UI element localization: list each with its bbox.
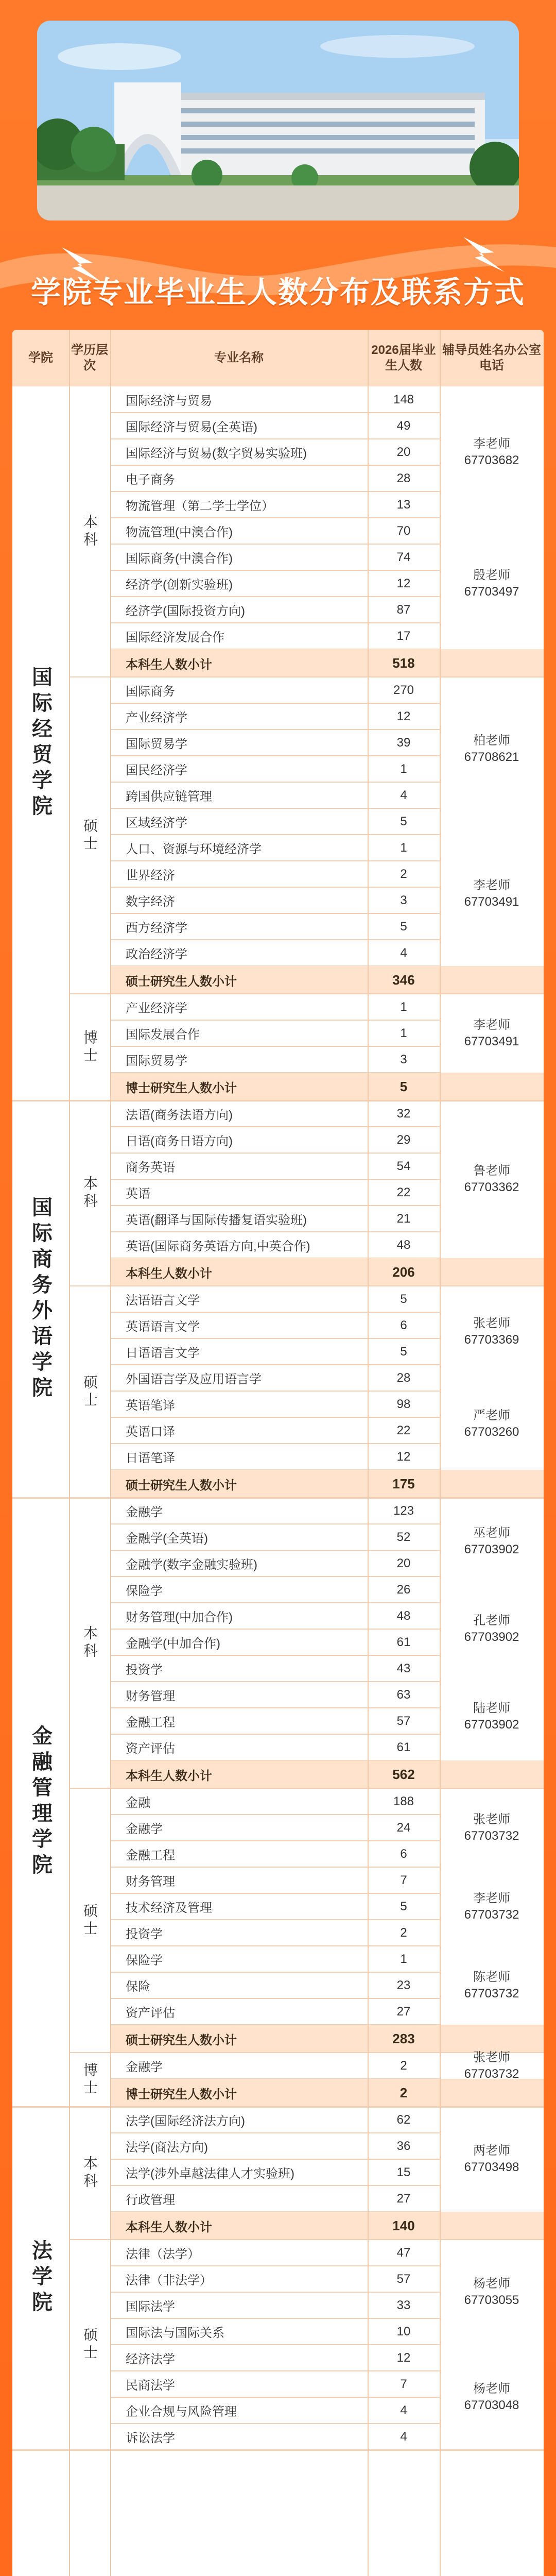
major-name: 电子商务 (126, 473, 175, 487)
major-name: 民商法学 (126, 2379, 175, 2393)
major-name: 国际发展合作 (126, 1028, 200, 1042)
subtotal-label: 博士研究生人数小计 (126, 1081, 237, 1095)
graduate-count: 5 (400, 919, 407, 934)
counselor-contact (440, 386, 544, 518)
major-name: 国际经济与贸易 (126, 394, 212, 408)
subtotal-count: 206 (392, 1264, 415, 1280)
major-name: 产业经济学 (126, 1002, 187, 1015)
office-phone: 67703732 (464, 1986, 519, 2001)
major-name: 金融学(数字金融实验班) (126, 1558, 257, 1572)
graduate-count: 33 (396, 2298, 411, 2312)
header-contact: 辅导员姓名办公室电话 (442, 343, 541, 372)
major-name: 金融学 (126, 1505, 163, 1519)
subtotal-label: 硕士研究生人数小计 (126, 1478, 237, 1493)
office-phone: 67703902 (464, 1630, 519, 1644)
degree-level: 博士 (82, 1029, 98, 1065)
office-phone: 67703902 (464, 1543, 519, 1556)
graduate-count: 13 (396, 497, 411, 512)
major-name: 英语(国际商务英语方向,中英合作) (126, 1240, 310, 1253)
major-name: 产业经济学 (126, 711, 187, 725)
major-name: 国际经济与贸易(全英语) (126, 420, 257, 434)
graduate-count: 1 (400, 1952, 407, 1966)
header-college: 学院 (28, 351, 53, 365)
degree-level: 本科 (82, 514, 98, 549)
major-name: 保险 (126, 1980, 150, 1994)
office-phone: 67708621 (464, 750, 519, 765)
subtotal-count: 518 (392, 655, 415, 671)
graduate-count: 12 (396, 2350, 411, 2365)
major-name: 数字经济 (126, 895, 175, 909)
major-name: 资产评估 (126, 1742, 175, 1756)
graduate-count: 87 (396, 602, 411, 617)
counselor-contact (440, 1100, 544, 1258)
counselor-contact (440, 1946, 544, 2025)
counselor-contact (440, 2050, 544, 2081)
major-name: 国民经济学 (126, 764, 187, 777)
office-phone: 67703682 (464, 453, 519, 467)
graduate-count: 49 (396, 418, 411, 433)
degree-level: 硕士 (82, 818, 98, 853)
major-name: 国际贸易学 (126, 1054, 187, 1068)
subtotal-label: 本科生人数小计 (126, 1769, 212, 1783)
major-name: 英语语言文学 (126, 1320, 200, 1334)
graduate-count: 74 (396, 550, 411, 564)
major-name: 经济学(创新实验班) (126, 578, 233, 592)
graduate-count: 17 (396, 629, 411, 643)
column-divider (69, 330, 70, 2576)
graduate-count: 29 (396, 1132, 411, 1147)
graduate-count: 26 (396, 1582, 411, 1597)
graduate-count: 4 (400, 788, 407, 802)
counselor-contact (440, 1788, 544, 1867)
college-divider (12, 2449, 544, 2451)
graduate-count: 15 (396, 2165, 411, 2179)
graduate-count: 70 (396, 523, 411, 538)
graduate-count: 123 (393, 1503, 414, 1518)
graduate-count: 2 (400, 867, 407, 881)
office-phone: 67703491 (464, 1034, 519, 1048)
degree-level: 硕士 (82, 1374, 98, 1410)
header-major: 专业名称 (214, 351, 264, 365)
graduate-count: 20 (396, 1556, 411, 1570)
office-phone: 67703498 (464, 2160, 519, 2174)
counselor-name: 李老师 (473, 436, 510, 451)
graduate-count: 1 (400, 1026, 407, 1040)
graduate-count: 57 (396, 2272, 411, 2286)
office-phone: 67703369 (464, 1333, 519, 1347)
major-name: 法律（非法学） (126, 2274, 212, 2287)
subtotal-count: 5 (399, 1078, 408, 1094)
major-name: 资产评估 (126, 2006, 175, 2020)
counselor-name: 严老师 (473, 1408, 510, 1422)
major-name: 日语(商务日语方向) (126, 1134, 233, 1148)
counselor-name: 两老师 (473, 2144, 510, 2158)
counselor-name: 杨老师 (473, 2277, 510, 2291)
major-name: 经济学(国际投资方向) (126, 604, 245, 618)
major-name: 商务英语 (126, 1161, 175, 1175)
graduate-count: 54 (396, 1159, 411, 1173)
distribution-table (12, 330, 544, 2576)
graduate-count: 6 (400, 1846, 407, 1861)
major-name: 国际经济与贸易(数字贸易实验班) (126, 447, 307, 461)
office-phone: 67703055 (464, 2293, 519, 2307)
graduate-count: 5 (400, 1344, 407, 1359)
major-name: 保险学 (126, 1954, 163, 1968)
counselor-name: 张老师 (473, 1812, 510, 1826)
graduate-count: 7 (400, 1873, 407, 1887)
graduate-count: 270 (393, 683, 414, 697)
graduate-count: 7 (400, 2377, 407, 2391)
major-name: 国际商务 (126, 685, 175, 699)
graduate-count: 28 (396, 471, 411, 485)
campus-photo (37, 21, 519, 221)
graduate-count: 2 (400, 2058, 407, 2073)
college-name: 国际经贸学院 (29, 666, 52, 821)
counselor-name: 杨老师 (473, 2382, 510, 2396)
graduate-count: 6 (400, 1318, 407, 1332)
counselor-contact (440, 677, 544, 822)
major-name: 外国语言学及应用语言学 (126, 1372, 262, 1386)
major-name: 法语语言文学 (126, 1294, 200, 1308)
counselor-name: 李老师 (473, 1891, 510, 1905)
major-name: 跨国供应链管理 (126, 790, 212, 804)
graduate-count: 22 (396, 1423, 411, 1437)
graduate-count: 3 (400, 893, 407, 907)
graduate-count: 148 (393, 392, 414, 406)
graduate-count: 61 (396, 1635, 411, 1649)
graduate-count: 5 (400, 814, 407, 828)
counselor-contact (440, 518, 544, 649)
counselor-contact (440, 1867, 544, 1946)
graduate-count: 32 (396, 1106, 411, 1121)
counselor-contact (440, 822, 544, 967)
graduate-count: 12 (396, 1449, 411, 1464)
graduate-count: 27 (396, 2191, 411, 2206)
subtotal-count: 2 (399, 2084, 408, 2100)
degree-level: 硕士 (82, 2327, 98, 2362)
graduate-count: 36 (396, 2139, 411, 2153)
major-name: 国际经济发展合作 (126, 631, 224, 645)
graduate-count: 1 (400, 840, 407, 855)
counselor-name: 殷老师 (473, 568, 510, 582)
office-phone: 67703732 (464, 1828, 519, 1843)
page-title: 学院专业毕业生人数分布及联系方式 (30, 276, 525, 309)
subtotal-count: 346 (392, 972, 415, 988)
college-name: 法学院 (29, 2240, 52, 2317)
counselor-contact (440, 1378, 544, 1470)
major-name: 国际商务(中澳合作) (126, 552, 233, 566)
college-name: 金融管理学院 (29, 1725, 52, 1879)
column-divider (368, 330, 369, 2576)
graduate-count: 39 (396, 735, 411, 750)
counselor-contact (440, 1585, 544, 1673)
counselor-name: 巫老师 (473, 1526, 510, 1540)
major-name: 国际贸易学 (126, 737, 187, 751)
graduate-count: 2 (400, 1925, 407, 1940)
graduate-count: 21 (396, 1211, 411, 1226)
graduate-count: 5 (400, 1292, 407, 1306)
counselor-contact (440, 2107, 544, 2212)
major-name: 投资学 (126, 1927, 163, 1941)
subtotal-label: 硕士研究生人数小计 (126, 2033, 237, 2047)
column-divider (440, 330, 441, 2576)
major-name: 区域经济学 (126, 816, 187, 830)
graduate-count: 12 (396, 576, 411, 590)
header-level: 学历层次 (71, 343, 108, 372)
graduate-count: 62 (396, 2112, 411, 2127)
major-name: 财务管理 (126, 1689, 175, 1703)
office-phone: 67703362 (464, 1180, 519, 1194)
subtotal-count: 562 (392, 1766, 415, 1782)
graduate-count: 20 (396, 445, 411, 459)
degree-level: 本科 (82, 2156, 98, 2191)
major-name: 财务管理 (126, 1875, 175, 1889)
subtotal-label: 博士研究生人数小计 (126, 2087, 237, 2102)
graduate-count: 4 (400, 945, 407, 960)
graduate-count: 1 (400, 999, 407, 1014)
graduate-count: 52 (396, 1530, 411, 1544)
major-name: 行政管理 (126, 2193, 175, 2207)
major-name: 企业合规与风险管理 (126, 2405, 237, 2419)
major-name: 技术经济及管理 (126, 1901, 212, 1915)
major-name: 西方经济学 (126, 921, 187, 935)
major-name: 财务管理(中加合作) (126, 1611, 233, 1624)
graduate-count: 12 (396, 709, 411, 723)
major-name: 金融学(中加合作) (126, 1637, 220, 1651)
graduate-count: 28 (396, 1370, 411, 1385)
subtotal-count: 140 (392, 2217, 415, 2233)
major-name: 金融 (126, 1796, 150, 1810)
major-name: 国际法学 (126, 2300, 175, 2314)
major-name: 法学(国际经济法方向) (126, 2114, 245, 2128)
major-name: 法语(商务法语方向) (126, 1108, 233, 1122)
header-count: 2026届毕业生人数 (371, 343, 436, 372)
counselor-contact (440, 2345, 544, 2450)
major-name: 英语 (126, 1187, 150, 1201)
major-name: 英语(翻译与国际传播复语实验班) (126, 1213, 307, 1227)
counselor-contact (440, 1498, 544, 1585)
major-name: 物流管理(中澳合作) (126, 526, 233, 539)
major-name: 法学(涉外卓越法律人才实验班) (126, 2167, 294, 2181)
degree-level: 硕士 (82, 1903, 98, 1938)
graduate-count: 27 (396, 2004, 411, 2019)
subtotal-label: 本科生人数小计 (126, 657, 212, 672)
major-name: 金融工程 (126, 1716, 175, 1730)
table-header (12, 330, 544, 386)
major-name: 金融学(全英语) (126, 1532, 208, 1546)
graduate-count: 61 (396, 1740, 411, 1754)
major-name: 金融工程 (126, 1849, 175, 1862)
degree-level: 博士 (82, 2062, 98, 2097)
major-name: 日语语言文学 (126, 1346, 200, 1360)
major-name: 法学(商法方向) (126, 2141, 208, 2155)
degree-level: 本科 (82, 1176, 98, 1211)
office-phone: 67703902 (464, 1718, 519, 1732)
office-phone: 67703048 (464, 2398, 519, 2412)
subtotal-label: 本科生人数小计 (126, 2220, 212, 2234)
counselor-name: 陆老师 (473, 1701, 510, 1715)
subtotal-label: 硕士研究生人数小计 (126, 974, 237, 989)
graduate-count: 10 (396, 2324, 411, 2338)
major-name: 金融学 (126, 1822, 163, 1836)
counselor-name: 张老师 (473, 1316, 510, 1331)
major-name: 投资学 (126, 1663, 163, 1677)
major-name: 金融学 (126, 2060, 163, 2074)
subtotal-count: 175 (392, 1476, 415, 1492)
counselor-name: 李老师 (473, 1018, 510, 1032)
degree-level: 本科 (82, 1625, 98, 1660)
major-name: 法律（法学） (126, 2247, 200, 2261)
counselor-contact (440, 994, 544, 1073)
graduate-count: 4 (400, 2403, 407, 2417)
major-name: 保险学 (126, 1584, 163, 1598)
major-name: 国际法与国际关系 (126, 2326, 224, 2340)
counselor-name: 孔老师 (473, 1614, 510, 1628)
office-phone: 67703260 (464, 1425, 519, 1439)
major-name: 英语笔译 (126, 1399, 175, 1413)
subtotal-count: 283 (392, 2030, 415, 2046)
graduate-count: 3 (400, 1052, 407, 1066)
graduate-count: 63 (396, 1687, 411, 1702)
office-phone: 67703732 (464, 1907, 519, 1922)
column-divider (110, 330, 111, 2576)
graduate-count: 24 (396, 1820, 411, 1835)
office-phone: 67703491 (464, 894, 519, 909)
graduate-count: 43 (396, 1661, 411, 1675)
major-name: 物流管理（第二学士学位） (126, 499, 274, 513)
graduate-count: 22 (396, 1185, 411, 1199)
counselor-contact (440, 1286, 544, 1378)
major-name: 经济法学 (126, 2352, 175, 2366)
counselor-name: 柏老师 (473, 734, 510, 748)
graduate-count: 4 (400, 2429, 407, 2444)
office-phone: 67703732 (464, 2066, 519, 2081)
graduate-count: 5 (400, 1899, 407, 1913)
campus-building-illustration (37, 21, 519, 221)
college-name: 国际商务外语学院 (29, 1196, 52, 1402)
graduate-count: 48 (396, 1608, 411, 1623)
graduate-count: 23 (396, 1978, 411, 1992)
counselor-contact (440, 2240, 544, 2345)
counselor-name: 张老师 (473, 2050, 510, 2064)
major-name: 世界经济 (126, 869, 175, 883)
graduate-count: 188 (393, 1794, 414, 1808)
graduate-count: 98 (396, 1397, 411, 1411)
counselor-name: 鲁老师 (473, 1164, 510, 1178)
major-name: 日语笔译 (126, 1451, 175, 1465)
major-name: 人口、资源与环境经济学 (126, 842, 262, 856)
subtotal-label: 本科生人数小计 (126, 1266, 212, 1281)
counselor-name: 李老师 (473, 878, 510, 892)
major-name: 英语口译 (126, 1425, 175, 1439)
graduate-count: 48 (396, 1238, 411, 1252)
counselor-contact (440, 1673, 544, 1760)
office-phone: 67703497 (464, 584, 519, 599)
graduate-count: 57 (396, 1714, 411, 1728)
major-name: 政治经济学 (126, 947, 187, 961)
counselor-name: 陈老师 (473, 1970, 510, 1984)
graduate-count: 1 (400, 761, 407, 776)
major-name: 诉讼法学 (126, 2431, 175, 2445)
graduate-count: 47 (396, 2245, 411, 2260)
